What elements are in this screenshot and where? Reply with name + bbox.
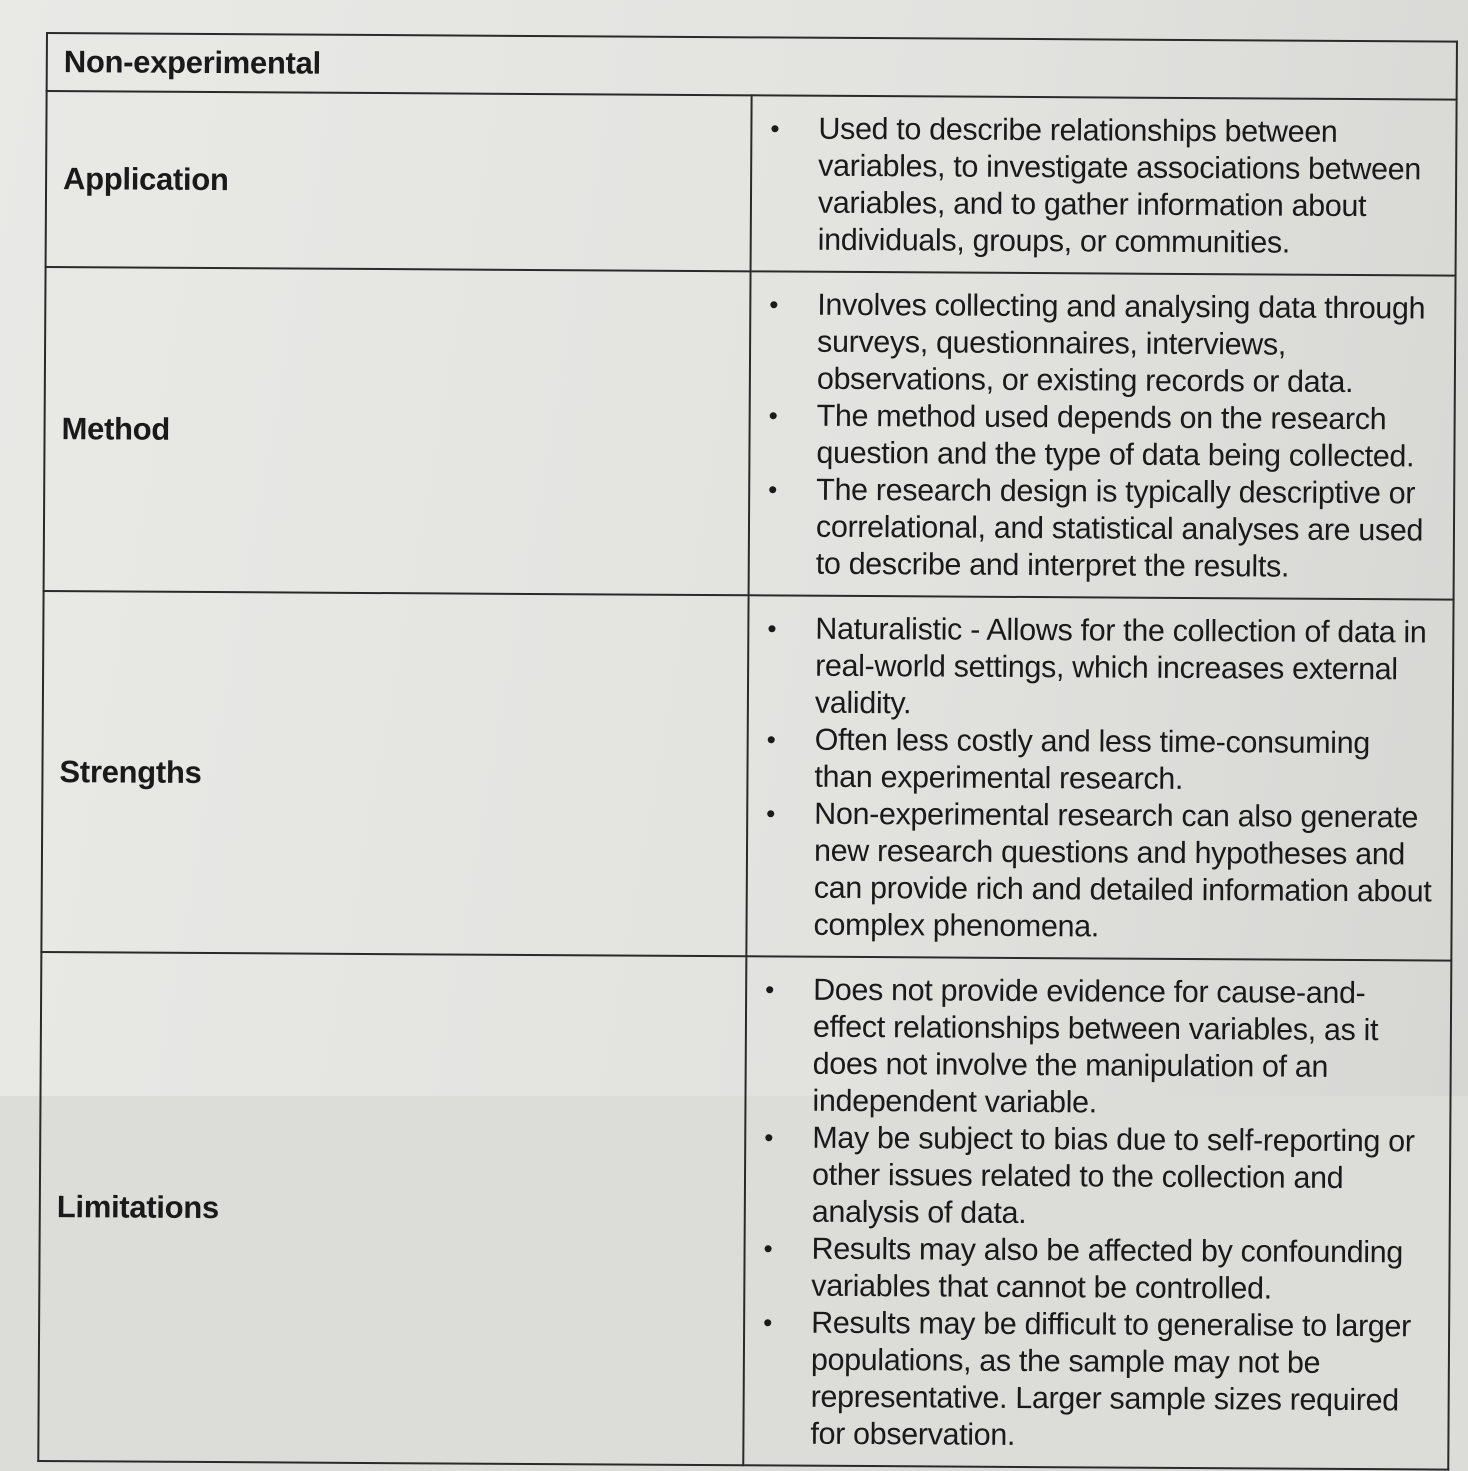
- row-label-method: Method: [44, 267, 751, 595]
- table-row-limitations: [38, 952, 1451, 1470]
- bullet-item: • Results may be difficult to generalise to larger populations, as the sample may not be representative. Larger sample sizes required for observation.: [758, 1304, 1432, 1456]
- table-header: Non-experimental: [47, 33, 1457, 100]
- bullet-item: • Naturalistic - Allows for the collection of data in real-world settings, which increases external validity.: [763, 610, 1437, 725]
- bullet-item: • Often less costly and less time-consuming than experimental research.: [762, 721, 1435, 799]
- row-label-strengths: Strengths: [41, 591, 748, 956]
- bullet-item: • May be subject to bias due to self-reporting or other issues related to the collection and analysis of data.: [760, 1119, 1434, 1234]
- row-content-strengths: [746, 595, 1453, 960]
- bullet-item: • Non-experimental research can also generate new research questions and hypotheses and can provide rich and detailed information about complex phenomena.: [761, 795, 1435, 947]
- bullet-item: • Results may also be affected by confounding variables that cannot be controlled.: [759, 1230, 1432, 1308]
- table-row-strengths: [41, 591, 1453, 961]
- row-label-limitations: Limitations: [38, 952, 746, 1465]
- bullet-item: • The method used depends on the research question and the type of data being collected.: [764, 397, 1437, 475]
- bullet-list: [761, 610, 1436, 947]
- bullet-list: [766, 110, 1440, 262]
- bullet-item: • Does not provide evidence for cause-and-effect relationships between variables, as it does not involve the manipulation of an independent variable.: [760, 971, 1434, 1123]
- row-content-application: [751, 95, 1457, 275]
- non-experimental-table: [37, 32, 1458, 1471]
- row-content-limitations: [743, 956, 1451, 1469]
- table-row-application: [46, 91, 1457, 276]
- table-row-method: [44, 267, 1456, 600]
- bullet-list: [764, 286, 1439, 586]
- comparison-table-wrapper: [37, 32, 1458, 1471]
- bullet-item: • Used to describe relationships between variables, to investigate associations between variables, and to gather information about individuals, groups, or communities.: [766, 110, 1440, 262]
- bullet-list: [758, 971, 1434, 1456]
- bullet-item: • Involves collecting and analysing data through surveys, questionnaires, interviews, observations, or existing records or data.: [765, 286, 1439, 401]
- row-label-application: Application: [46, 91, 752, 271]
- bullet-item: • The research design is typically descriptive or correlational, and statistical analyses are used to describe and interpret the results.: [764, 471, 1438, 586]
- table-header-row: [47, 33, 1457, 100]
- row-content-method: [749, 271, 1456, 599]
